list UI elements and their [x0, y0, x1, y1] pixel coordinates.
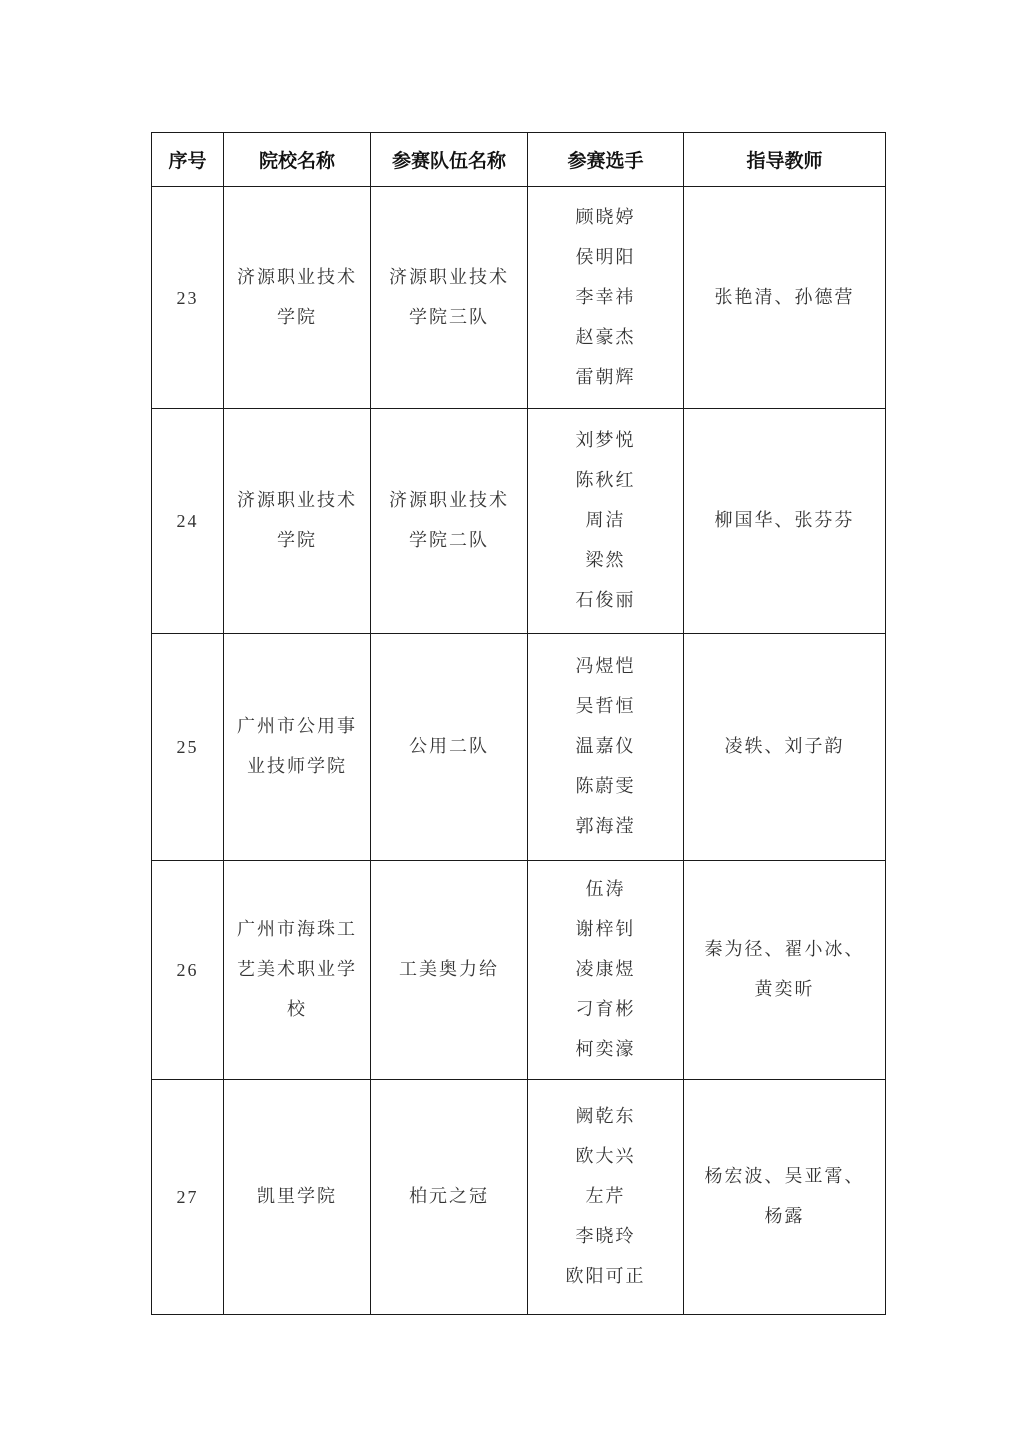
competition-roster-table — [151, 132, 886, 1315]
school-line: 济源职业技术 — [237, 266, 357, 288]
header-seq: 序号 — [152, 133, 224, 187]
player-name: 温嘉仪 — [575, 736, 636, 757]
player-name: 石俊丽 — [575, 590, 636, 611]
school-cell — [224, 1080, 371, 1315]
player-name: 陈蔚雯 — [575, 776, 636, 797]
header-teachers: 指导教师 — [684, 133, 886, 187]
player-name: 周洁 — [585, 510, 626, 531]
team-cell — [371, 187, 528, 409]
teacher-line: 柳国华、张芬芬 — [714, 510, 855, 531]
seq-cell: 23 — [152, 187, 224, 409]
team-cell — [371, 409, 528, 634]
table-row — [152, 409, 886, 634]
table-row — [152, 634, 886, 861]
header-players: 参赛选手 — [528, 133, 684, 187]
school-line: 校 — [287, 999, 307, 1020]
player-name: 赵豪杰 — [575, 326, 636, 348]
seq-cell: 26 — [152, 861, 224, 1080]
player-name: 顾晓婷 — [575, 206, 636, 228]
players-cell — [528, 409, 684, 634]
player-name: 伍涛 — [585, 879, 626, 900]
player-name: 左芹 — [585, 1186, 626, 1207]
teachers-cell — [684, 634, 886, 861]
header-team: 参赛队伍名称 — [371, 133, 528, 187]
school-line: 学院 — [277, 306, 317, 328]
teacher-line: 凌轶、刘子韵 — [724, 736, 845, 757]
school-line: 广州市公用事 — [237, 716, 357, 737]
teachers-cell — [684, 187, 886, 409]
player-name: 刁育彬 — [575, 999, 636, 1020]
player-name: 李晓玲 — [575, 1226, 636, 1247]
player-name: 柯奕濠 — [575, 1039, 636, 1060]
player-name: 冯煜恺 — [575, 656, 636, 677]
team-line: 工美奥力给 — [399, 959, 499, 980]
team-line: 学院二队 — [409, 530, 489, 551]
table-header — [152, 133, 886, 187]
team-line: 学院三队 — [409, 306, 489, 328]
teachers-cell — [684, 409, 886, 634]
seq-cell: 27 — [152, 1080, 224, 1315]
school-cell — [224, 861, 371, 1080]
seq-cell: 25 — [152, 634, 224, 861]
player-name: 梁然 — [585, 550, 626, 571]
school-cell — [224, 634, 371, 861]
header-row — [152, 133, 886, 187]
team-line: 济源职业技术 — [389, 490, 509, 511]
players-cell — [528, 187, 684, 409]
table-row — [152, 1080, 886, 1315]
header-school: 院校名称 — [224, 133, 371, 187]
team-cell — [371, 634, 528, 861]
teacher-line: 杨宏波、吴亚霄、 — [704, 1166, 865, 1187]
teachers-cell — [684, 861, 886, 1080]
school-cell — [224, 409, 371, 634]
player-name: 陈秋红 — [575, 470, 636, 491]
team-cell — [371, 1080, 528, 1315]
player-name: 欧阳可正 — [565, 1266, 646, 1287]
school-cell — [224, 187, 371, 409]
player-name: 阙乾东 — [575, 1106, 636, 1127]
players-cell — [528, 634, 684, 861]
table-row — [152, 187, 886, 409]
school-line: 济源职业技术 — [237, 490, 357, 511]
team-line: 济源职业技术 — [389, 266, 509, 288]
team-line: 柏元之冠 — [409, 1186, 489, 1207]
player-name: 李幸祎 — [575, 286, 636, 308]
player-name: 欧大兴 — [575, 1146, 636, 1167]
player-name: 雷朝辉 — [575, 366, 636, 388]
team-line: 公用二队 — [409, 736, 489, 757]
school-line: 广州市海珠工 — [237, 919, 357, 940]
school-line: 艺美术职业学 — [237, 959, 357, 980]
teachers-cell — [684, 1080, 886, 1315]
player-name: 吴哲恒 — [575, 696, 636, 717]
player-name: 刘梦悦 — [575, 430, 636, 451]
school-line: 业技师学院 — [247, 756, 347, 777]
teacher-line: 黄奕昕 — [754, 979, 815, 1000]
player-name: 谢梓钊 — [575, 919, 636, 940]
seq-cell: 24 — [152, 409, 224, 634]
players-cell — [528, 1080, 684, 1315]
player-name: 凌康煜 — [575, 959, 636, 980]
team-cell — [371, 861, 528, 1080]
player-name: 郭海滢 — [575, 816, 636, 837]
player-name: 侯明阳 — [575, 246, 636, 268]
players-cell — [528, 861, 684, 1080]
school-line: 学院 — [277, 530, 317, 551]
table-body — [152, 187, 886, 1315]
teacher-line: 张艳清、孙德营 — [714, 286, 855, 308]
teacher-line: 杨露 — [764, 1206, 805, 1227]
teacher-line: 秦为径、翟小冰、 — [704, 939, 865, 960]
school-line: 凯里学院 — [257, 1186, 337, 1207]
table-row — [152, 861, 886, 1080]
